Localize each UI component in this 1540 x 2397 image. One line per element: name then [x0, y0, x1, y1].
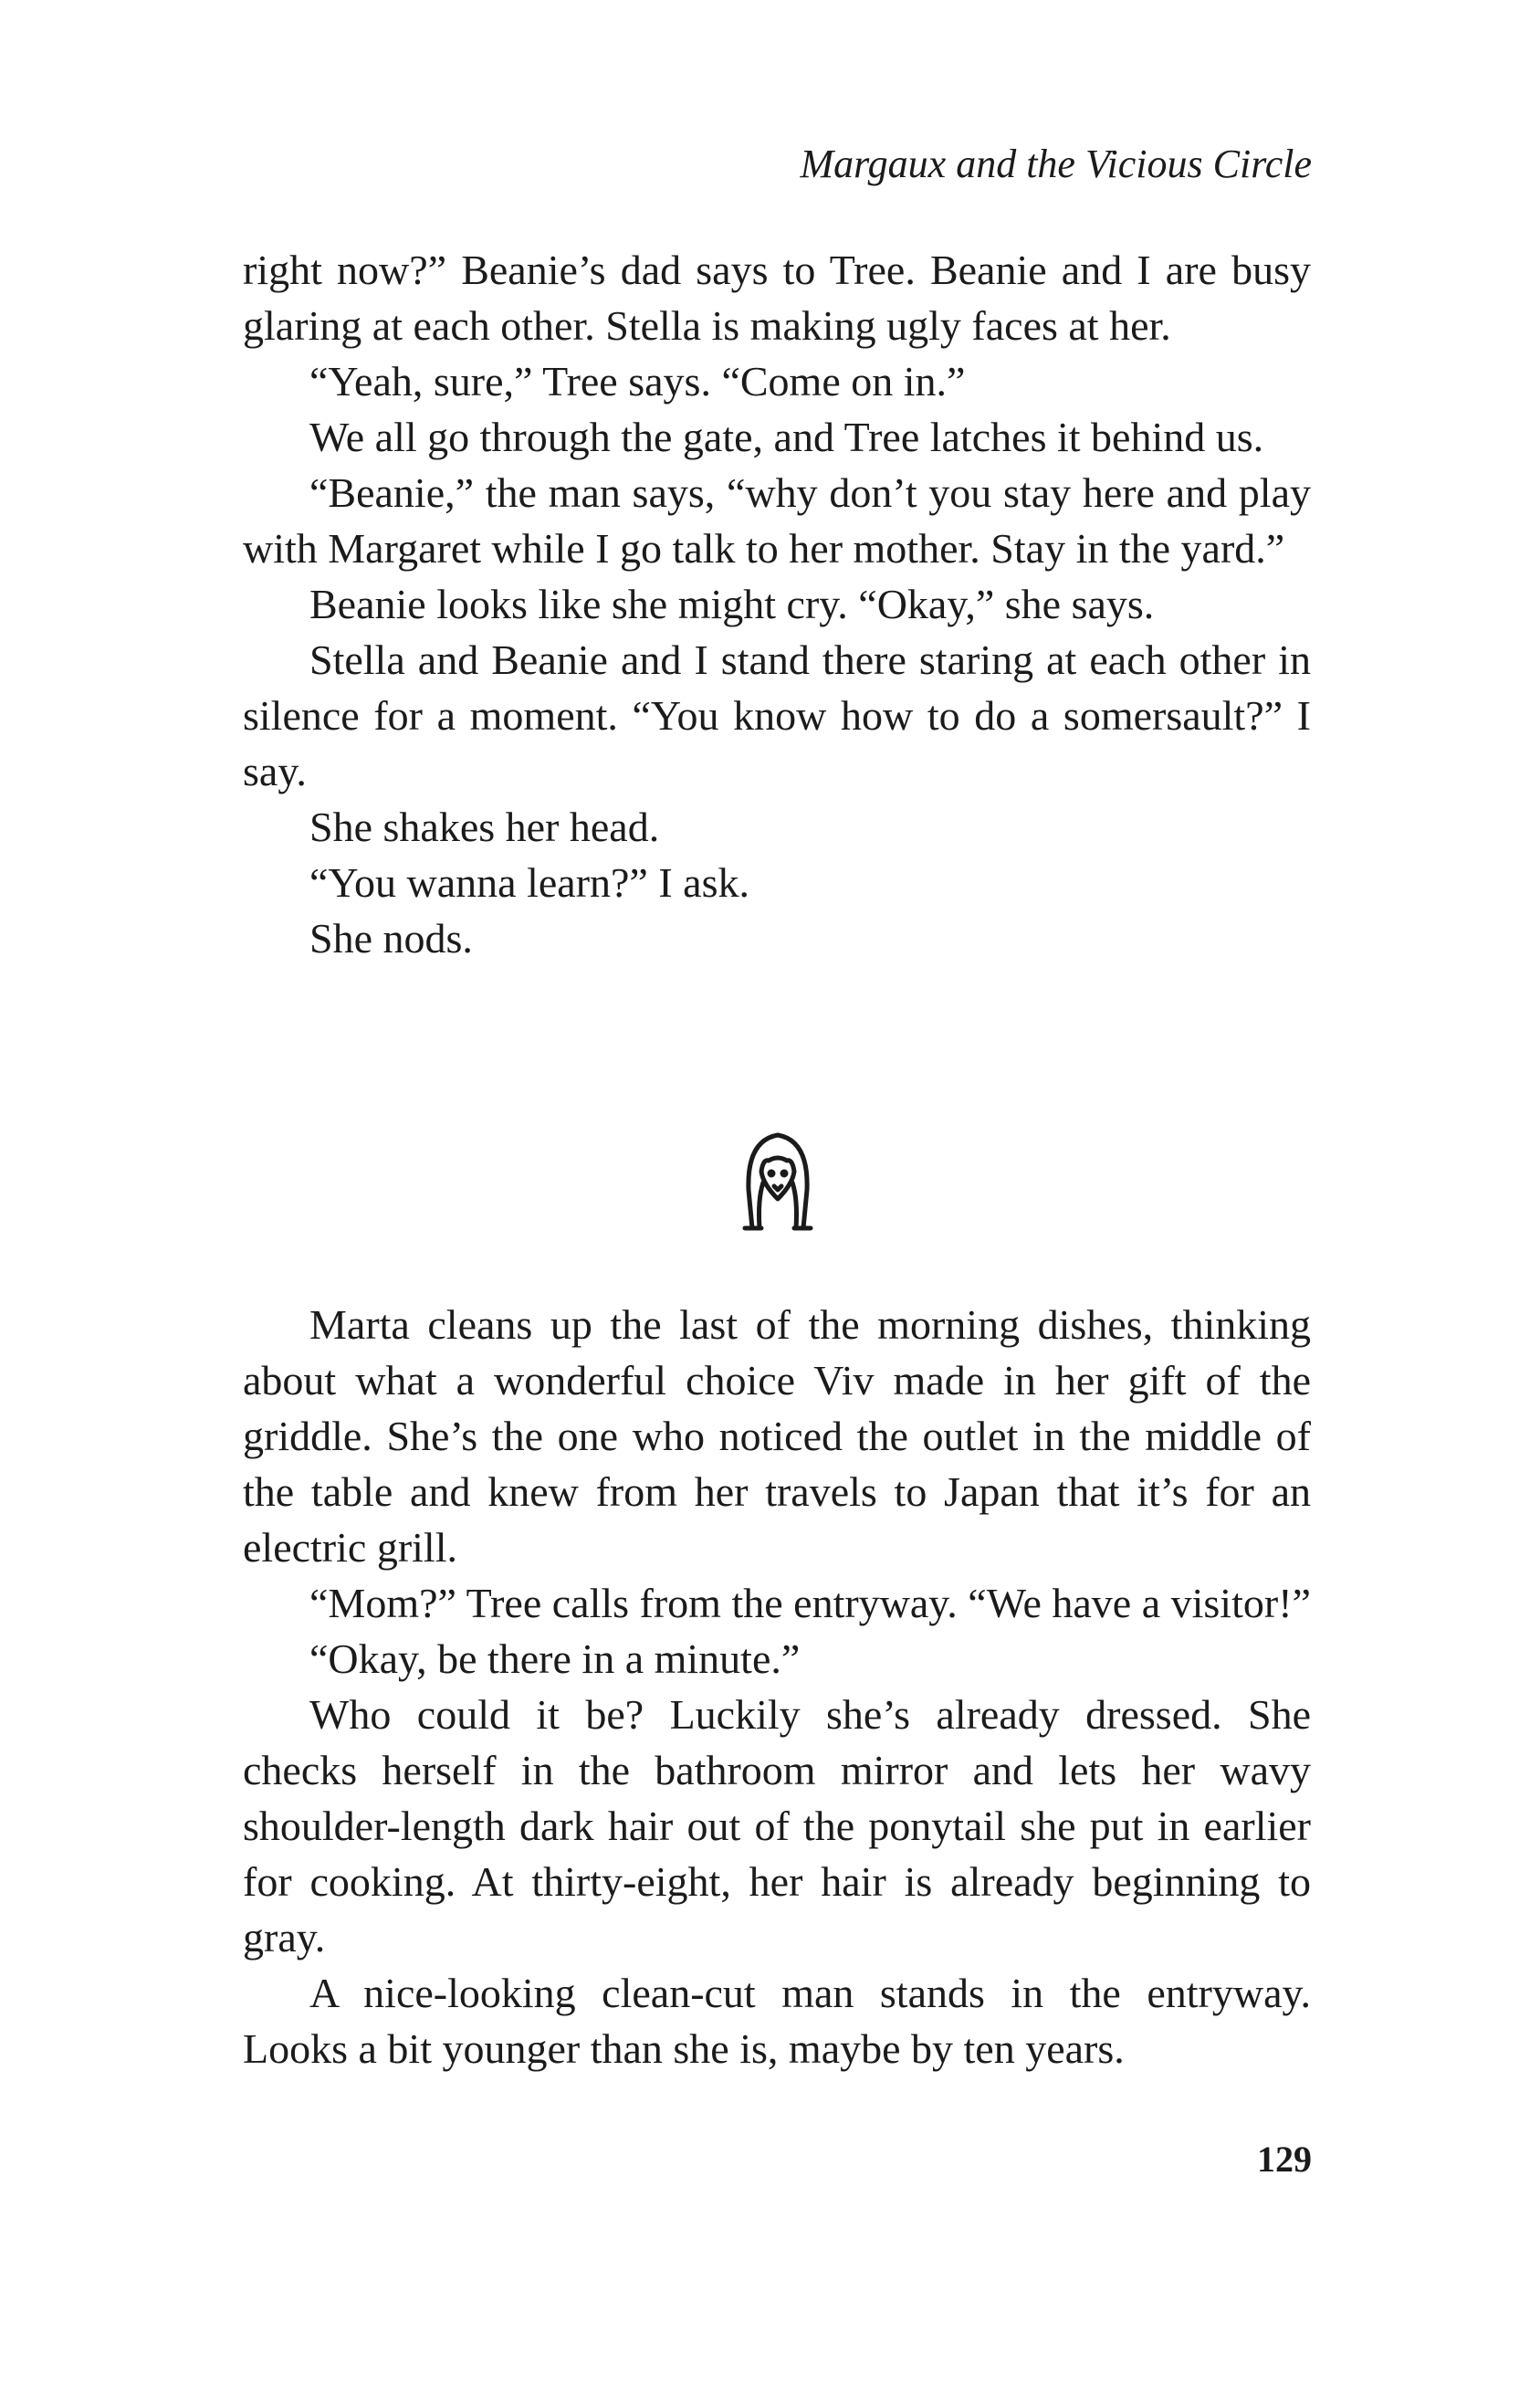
paragraph: She nods. [309, 915, 473, 962]
paragraph: She shakes her head. [309, 804, 660, 850]
page-number: 129 [1257, 2139, 1312, 2180]
paragraph: Beanie looks like she might cry. “Okay,” she says. [309, 581, 1155, 627]
paragraph: right now?” Beanie’s dad says to Tree. Beanie and I are busy glaring at each other. Stella is making ugly faces at her. [243, 247, 1311, 349]
paragraph: “Beanie,” the man says, “why don’t you stay here and play with Margaret while I go talk to her mother. Stay in the yard.” [243, 469, 1311, 572]
polar-bear-icon [739, 1126, 816, 1239]
running-title: Margaux and the Vicious Circle [800, 142, 1312, 186]
paragraph: “Mom?” Tree calls from the entryway. “We have a visitor!” [309, 1580, 1311, 1626]
text-section-2 [243, 1297, 1311, 2076]
paragraph: A nice-looking clean-cut man stands in the entryway. Looks a bit younger than she is, maybe by ten years. [243, 1970, 1311, 2072]
paragraph: We all go through the gate, and Tree latches it behind us. [309, 414, 1264, 460]
paragraph: “Yeah, sure,” Tree says. “Come on in.” [309, 358, 966, 405]
paragraph: Who could it be? Luckily she’s already dressed. She checks herself in the bathroom mirror and lets her wavy shoulder-length dark hair out of the ponytail she put in earlier for cooking. At thirty-eight, her hair is already beginning to gray. [243, 1691, 1311, 1961]
paragraph: “You wanna learn?” I ask. [309, 859, 749, 906]
paragraph: “Okay, be there in a minute.” [309, 1635, 801, 1682]
text-section-1 [243, 242, 1311, 966]
paragraph: Stella and Beanie and I stand there staring at each other in silence for a moment. “You know how to do a somersault?” I say. [243, 636, 1311, 794]
paragraph: Marta cleans up the last of the morning dishes, thinking about what a wonderful choice Viv made in her gift of the griddle. She’s the one who noticed the outlet in the middle of the table and knew from her travels to Japan that it’s for an electric grill. [243, 1301, 1311, 1571]
